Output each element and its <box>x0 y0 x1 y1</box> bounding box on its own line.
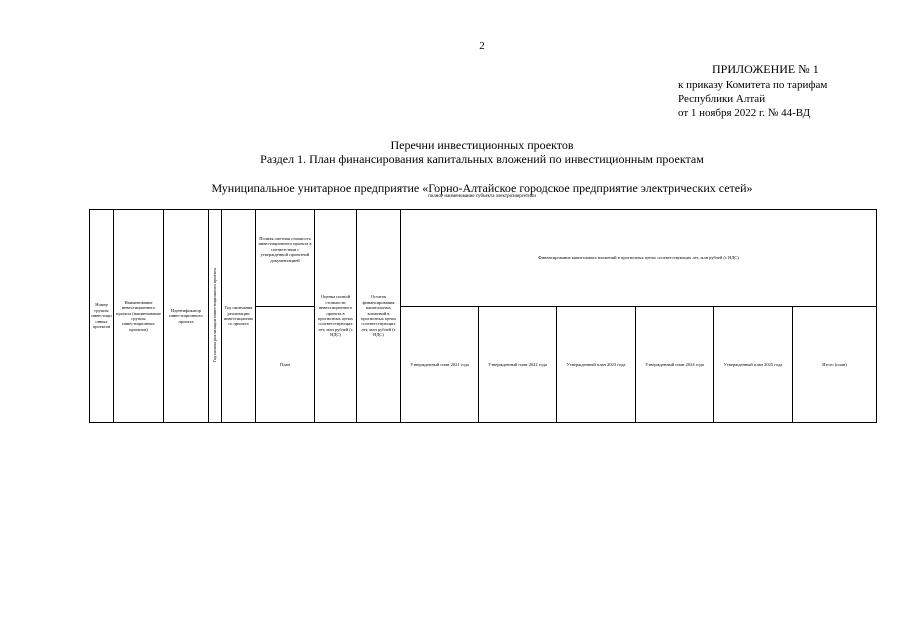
header-start-year <box>209 210 222 423</box>
organization-name: Муниципальное унитарное предприятие «Горно-Алтайское городское предприятие электрических сетей» <box>211 181 753 195</box>
header-start-year-label: Год начала реализации инвестиционного проекта <box>212 268 218 363</box>
header-year-2024: Утвержденный план 2024 года <box>636 307 714 423</box>
appendix-title: ПРИЛОЖЕНИЕ № 1 <box>712 62 819 76</box>
page-number: 2 <box>479 40 485 52</box>
header-identifier: Идентификатор инвестиционного проекта <box>164 210 209 423</box>
document-title: Перечни инвестиционных проектов <box>390 138 574 152</box>
header-group-name: Наименование инвестиционного проекта (наименование группы инвестиционных проектов) <box>114 210 164 423</box>
investment-table <box>89 209 877 423</box>
organization-caption: полное наименование субъекта электроэнергетики <box>428 194 536 199</box>
header-estimated-cost: Полная сметная стоимость инвестиционного проекта в соответствии с утвержденной проектной документацией <box>256 210 315 307</box>
header-full-cost-estimate: Оценка полной стоимости инвестиционного проекта в прогнозных ценах соответствующих лет, млн рублей (с НДС) <box>315 210 357 423</box>
header-year-2025: Утвержденный план 2025 года <box>714 307 793 423</box>
appendix-line-republic: Республики Алтай <box>678 93 766 105</box>
header-financing: Финансирование капитальных вложений в прогнозных ценах соответствующих лет, млн рублей (с НДС) <box>401 210 877 307</box>
header-plan: План <box>256 307 315 423</box>
section-title: Раздел 1. План финансирования капитальных вложений по инвестиционным проектам <box>260 152 704 166</box>
appendix-line-date: от 1 ноября 2022 г. № 44-ВД <box>678 107 811 119</box>
header-year-2023: Утвержденный план 2023 года <box>557 307 636 423</box>
header-end-year: Год окончания реализации инвестиционного проекта <box>222 210 256 423</box>
header-total-plan: Итого (план) <box>793 307 877 423</box>
header-remaining-cost: Остаток финансирования капитальных вложений в прогнозных ценах соответствующих лет, млн рублей (с НДС) <box>357 210 401 423</box>
header-year-2022: Утвержденный план 2022 года <box>479 307 557 423</box>
header-group-number: Номер группы инвестиционных проектов <box>90 210 114 423</box>
appendix-line-order: к приказу Комитета по тарифам <box>678 79 828 91</box>
header-year-2021: Утвержденный план 2021 года <box>401 307 479 423</box>
